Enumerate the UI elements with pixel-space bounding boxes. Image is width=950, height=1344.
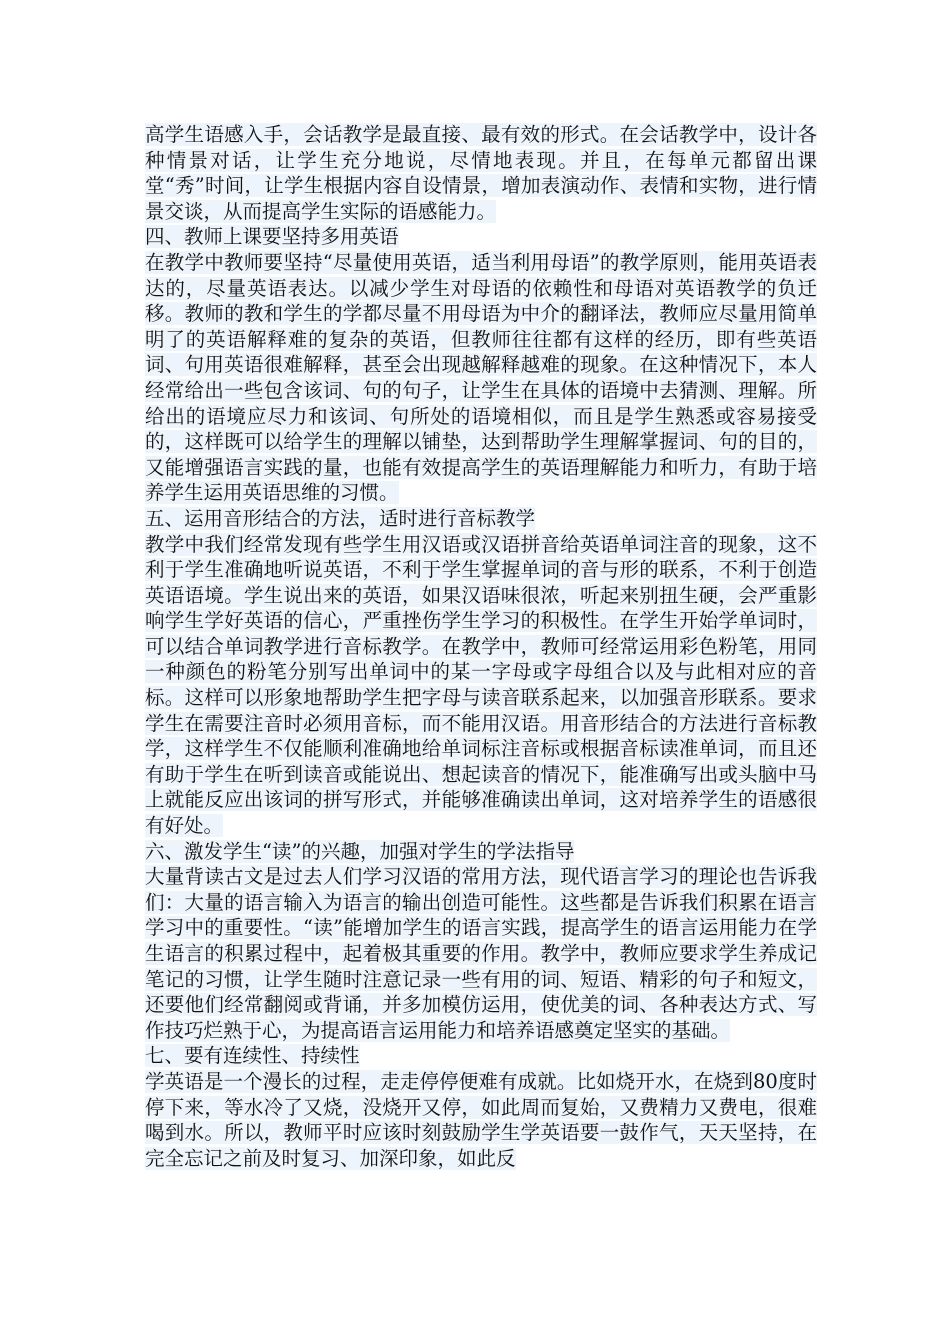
paragraph-text: 学英语是一个漫长的过程，走走停停便难有成就。比如烧开水，在烧到80度时停下来，等水冷了又烧，没烧开又停，如此周而复始，又费精力又费电，很难喝到水。所以，教师平时应该时刻鼓励学生学英语要一鼓作气，天天坚持，在完全忘记之前及时复习、加深印象，如此反 [145,1069,817,1170]
paragraph-section-5 [145,532,817,839]
paragraph-text: 在教学中教师要坚持“尽量使用英语，适当利用母语”的教学原则，能用英语表达的，尽量英语表达。以减少学生对母语的依赖性和母语对英语教学的负迁移。教师的教和学生的学都尽量不用母语为中介的翻译法，教师应尽量用简单明了的英语解释难的复杂的英语，但教师往往都有这样的经历，即有些英语词、句用英语很难解释，甚至会出现越解释越难的现象。在这种情况下，本人经常给出一些包含该词、句的句子，让学生在具体的语境中去猜测、理解。所给出的语境应尽力和该词、句所处的语境相似，而且是学生熟悉或容易接受的，这样既可以给学生的理解以铺垫，达到帮助学生理解掌握词、句的目的，又能增强语言实践的量，也能有效提高学生的英语理解能力和听力，有助于培养学生运用英语思维的习惯。 [145,250,817,505]
heading-text: 六、激发学生“读”的兴趣，加强对学生的学法指导 [145,839,575,863]
document-page [145,122,817,1171]
paragraph-text: 教学中我们经常发现有些学生用汉语或汉语拼音给英语单词注音的现象，这不利于学生准确地听说英语，不利于学生掌握单词的音与形的联系，不利于创造英语语境。学生说出来的英语，如果汉语味很浓，听起来别扭生硬，会严重影响学生学好英语的信心，严重挫伤学生学习的积极性。在学生开始学单词时，可以结合单词教学进行音标教学。在教学中，教师可经常运用彩色粉笔，用同一种颜色的粉笔分别写出单词中的某一字母或字母组合以及与此相对应的音标。这样可以形象地帮助学生把字母与读音联系起来，以加强音形联系。要求学生在需要注音时必须用音标，而不能用汉语。用音形结合的方法进行音标教学，这样学生不仅能顺利准确地给单词标注音标或根据音标读准单词，而且还有助于学生在听到读音或能说出、想起读音的情况下，能准确写出或头脑中马上就能反应出该词的拼写形式，并能够准确读出单词，这对培养学生的语感很有好处。 [145,532,817,838]
section-heading-7 [145,1043,817,1069]
section-heading-4 [145,224,817,250]
heading-text: 五、运用音形结合的方法，适时进行音标教学 [145,506,536,530]
paragraph-section-4 [145,250,817,506]
paragraph-text: 大量背读古文是过去人们学习汉语的常用方法，现代语言学习的理论也告诉我们：大量的语言输入为语言的输出创造可能性。这些都是告诉我们积累在语言学习中的重要性。“读”能增加学生的语言实践，提高学生的语言运用能力在学生语言的积累过程中，起着极其重要的作用。教学中，教师应要求学生养成记笔记的习惯，让学生随时注意记录一些有用的词、短语、精彩的句子和短文，还要他们经常翻阅或背诵，并多加模仿运用，使优美的词、各种表达方式、写作技巧烂熟于心，为提高语言运用能力和培养语感奠定坚实的基础。 [145,865,817,1042]
paragraph-section-6 [145,864,817,1043]
section-heading-5 [145,506,817,532]
heading-text: 七、要有连续性、持续性 [145,1044,360,1068]
section-heading-6 [145,839,817,865]
paragraph-text: 高学生语感入手，会话教学是最直接、最有效的形式。在会话教学中，设计各种情景对话，让学生充分地说，尽情地表现。并且，在每单元都留出课堂“秀”时间，让学生根据内容自设情景，增加表演动作、表情和实物，进行情景交谈，从而提高学生实际的语感能力。 [145,123,817,223]
paragraph-intro [145,122,817,224]
heading-text: 四、教师上课要坚持多用英语 [145,225,399,249]
paragraph-section-7 [145,1069,817,1171]
